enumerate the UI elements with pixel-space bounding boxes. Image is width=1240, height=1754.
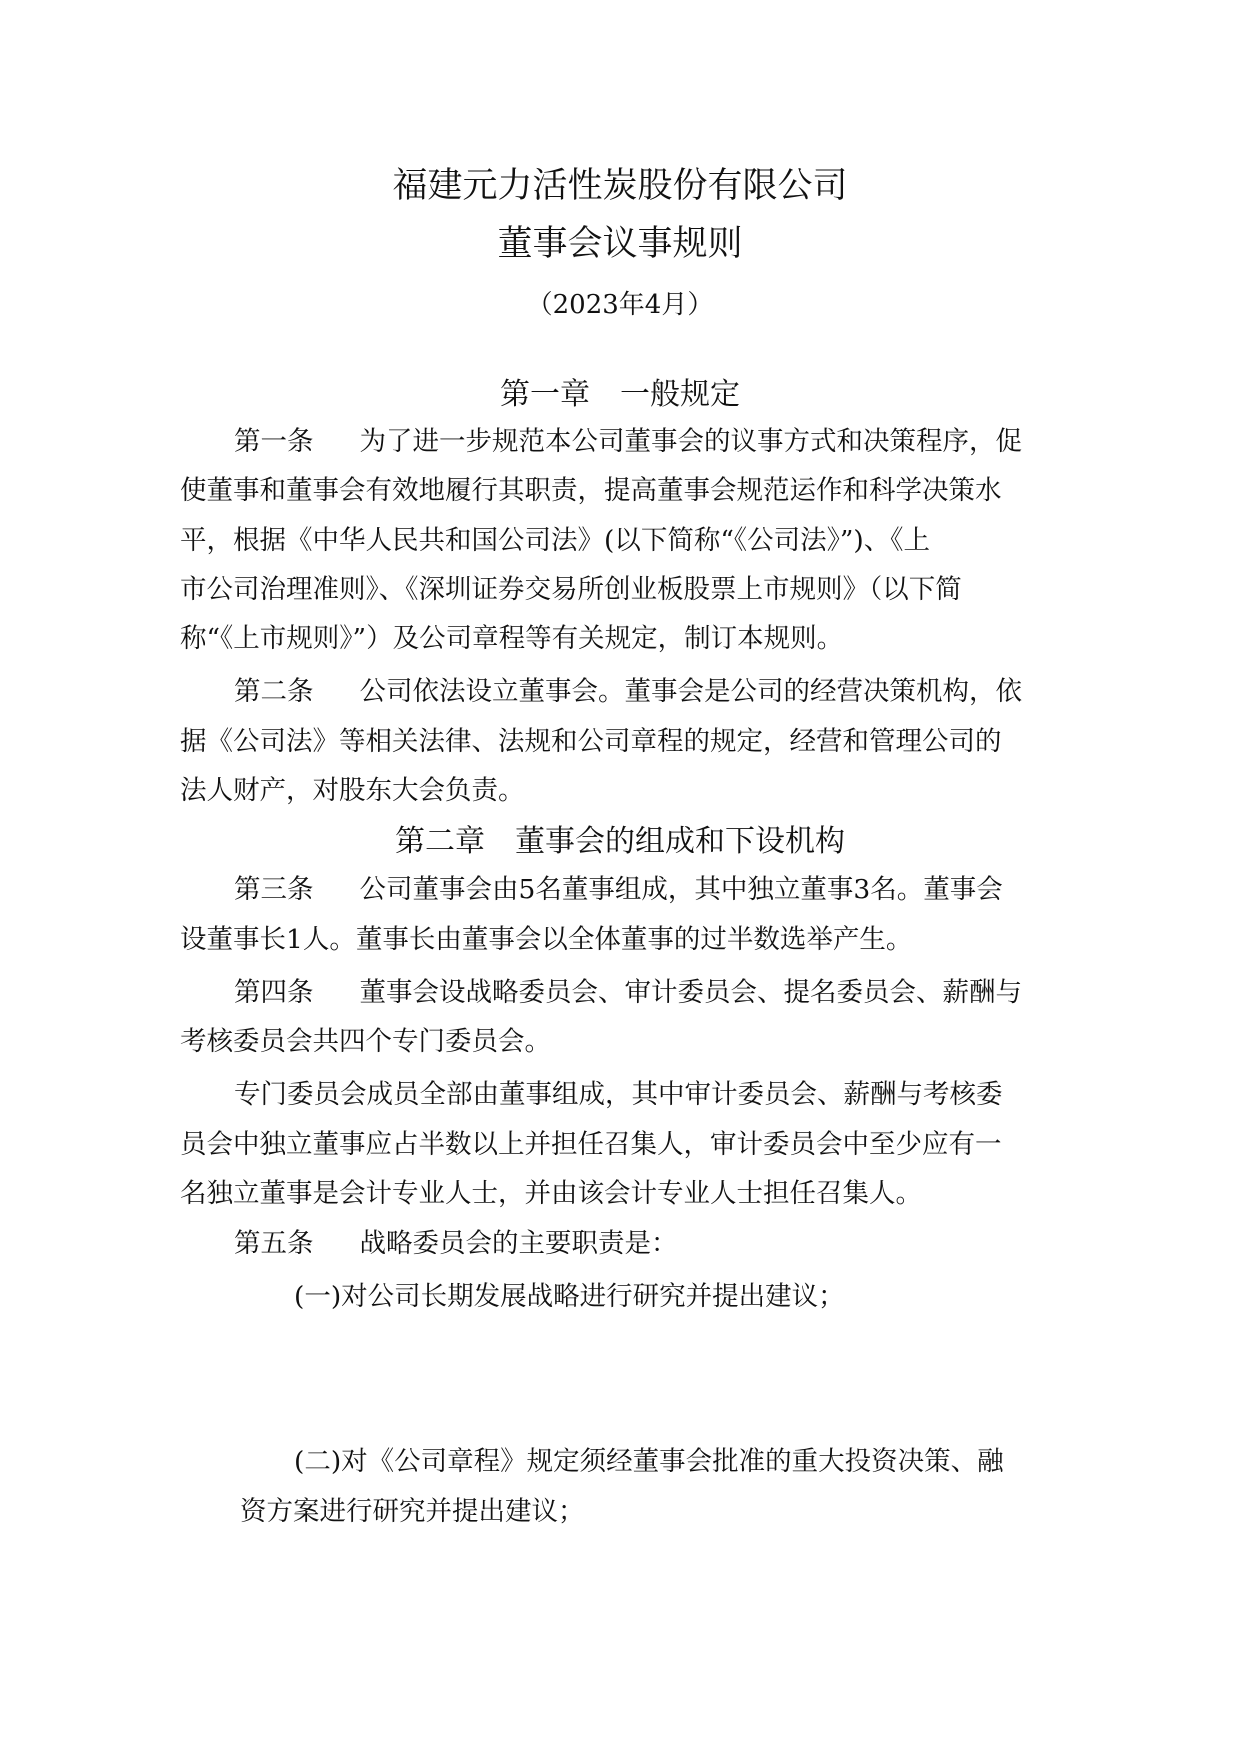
chapter-1-heading: 第一章 一般规定 — [500, 377, 740, 412]
article-5-item-2-line-2: 资方案进行研究并提出建议； — [240, 1496, 585, 1527]
article-3-line-1: 公司董事会由5名董事组成，其中独立董事3名。董事会 — [359, 874, 1003, 905]
article-4-first-line — [234, 976, 1022, 1010]
article-1-first-line — [234, 425, 1022, 459]
company-title: 福建元力活性炭股份有限公司 — [392, 166, 848, 206]
article-2-line-2: 据《公司法》等相关法律、法规和公司章程的规定，经营和管理公司的 — [180, 726, 1002, 757]
article-2-line-3: 法人财产，对股东大会负责。 — [180, 775, 525, 806]
article-2-line-1: 公司依法设立董事会。董事会是公司的经营决策机构，依 — [359, 676, 1022, 707]
article-1-line-5: 称“《上市规则》”）及公司章程等有关规定，制订本规则。 — [180, 623, 844, 654]
article-5-item-2-line-1: (二)对《公司章程》规定须经董事会批准的重大投资决策、融 — [294, 1446, 1004, 1477]
document-title: 董事会议事规则 — [497, 224, 743, 264]
article-1-label: 第一条 — [234, 426, 314, 457]
article-3-line-2: 设董事长1人。董事长由董事会以全体董事的过半数选举产生。 — [180, 924, 913, 955]
article-1-line-1: 为了进一步规范本公司董事会的议事方式和决策程序，促 — [359, 426, 1022, 457]
committee-paragraph-line-2: 员会中独立董事应占半数以上并担任召集人，审计委员会中至少应有一 — [180, 1129, 1002, 1160]
article-4-label: 第四条 — [234, 977, 314, 1008]
article-1-line-2: 使董事和董事会有效地履行其职责，提高董事会规范运作和科学决策水 — [180, 475, 1002, 506]
article-5-item-1: (一)对公司长期发展战略进行研究并提出建议； — [294, 1281, 845, 1312]
article-4-line-2: 考核委员会共四个专门委员会。 — [180, 1026, 551, 1057]
article-5-line-1: 战略委员会的主要职责是： — [359, 1228, 678, 1259]
article-2-first-line — [234, 675, 1022, 709]
article-3-label: 第三条 — [234, 874, 314, 905]
article-1-line-3: 平，根据《中华人民共和国公司法》(以下简称“《公司法》”)、《上 — [180, 525, 931, 556]
article-2-label: 第二条 — [234, 676, 314, 707]
committee-paragraph-line-3: 名独立董事是会计专业人士，并由该会计专业人士担任召集人。 — [180, 1178, 922, 1209]
article-4-line-1: 董事会设战略委员会、审计委员会、提名委员会、薪酬与 — [359, 977, 1022, 1008]
article-3-first-line — [234, 873, 1003, 907]
chapter-2-heading: 第二章 董事会的组成和下设机构 — [395, 824, 845, 859]
document-date: （2023年4月） — [526, 290, 714, 320]
article-5-label: 第五条 — [234, 1228, 314, 1259]
article-5-first-line — [234, 1227, 678, 1261]
committee-paragraph-line-1: 专门委员会成员全部由董事组成，其中审计委员会、薪酬与考核委 — [234, 1079, 1003, 1110]
article-1-line-4: 市公司治理准则》、《深圳证券交易所创业板股票上市规则》（以下简 — [180, 574, 962, 605]
